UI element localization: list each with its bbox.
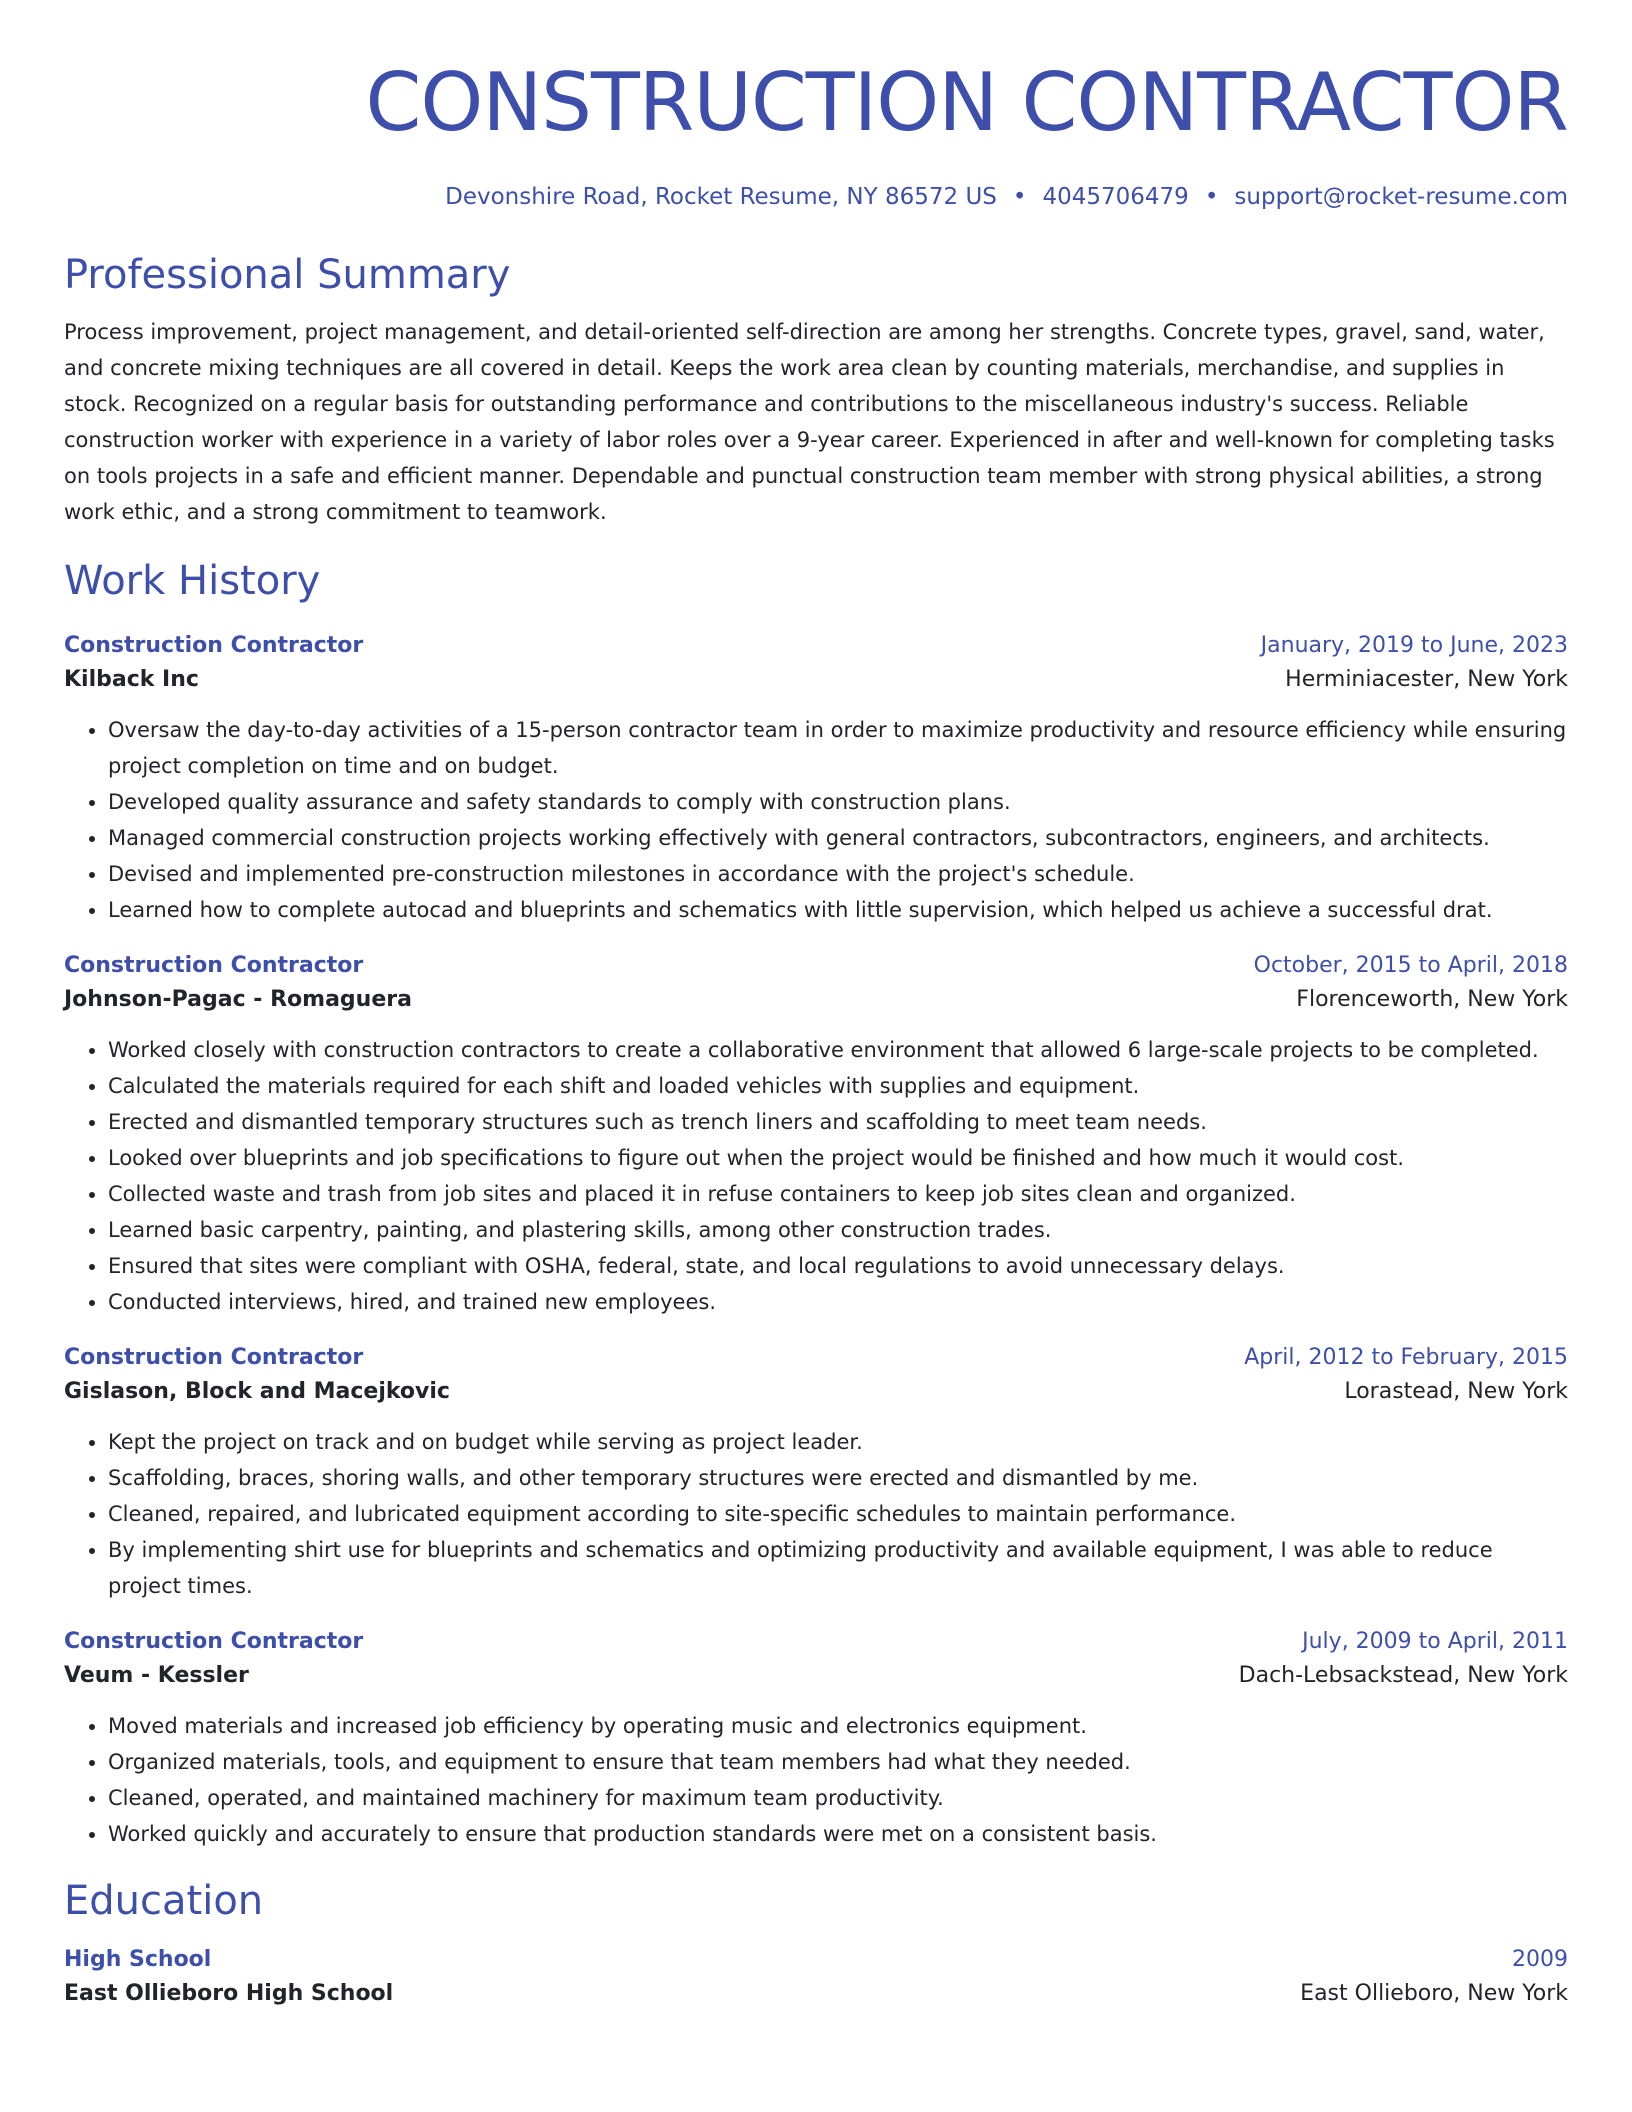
job-dates: July, 2009 to April, 2011 [1302, 1629, 1568, 1654]
job-location: Florenceworth, New York [1296, 987, 1568, 1012]
job-duty: • Developed quality assurance and safety standards to comply with construction plans. [108, 784, 1568, 820]
job-duties-list [64, 712, 1568, 928]
job-duty: • Kept the project on track and on budget while serving as project leader. [108, 1424, 1568, 1460]
job-duty: • Erected and dismantled temporary structures such as trench liners and scaffolding to meet team needs. [108, 1104, 1568, 1140]
summary-text: Process improvement, project management, and detail-oriented self-direction are among her strengths. Concrete types, gravel, sand, water, and concrete mixing techniques are all covered in detail. Keeps the work area clean by counting materials, merchandise, and supplies in stock. Recognized on a regular basis for outstanding performance and contributions to the miscellaneous industry's success. Reliable construction worker with experience in a variety of labor roles over a 9-year career. Experienced in after and well-known for completing tasks on tools projects in a safe and efficient manner. Dependable and punctual construction team member with strong physical abilities, a strong work ethic, and a strong commitment to teamwork. [64, 320, 1555, 524]
contact-address: Devonshire Road, Rocket Resume, NY 86572 US [445, 184, 997, 210]
education-degree: High School [64, 1947, 212, 1972]
job-dates: April, 2012 to February, 2015 [1244, 1345, 1568, 1370]
job-dates: October, 2015 to April, 2018 [1253, 953, 1568, 978]
job-duty: • Worked closely with construction contractors to create a collaborative environment that allowed 6 large-scale projects to be completed. [108, 1032, 1568, 1068]
job-company: Veum - Kessler [64, 1663, 249, 1688]
job-title: Construction Contractor [64, 633, 364, 658]
job-duty: • Cleaned, operated, and maintained machinery for maximum team productivity. [108, 1780, 1568, 1816]
candidate-name: CONSTRUCTION CONTRACTOR [365, 56, 1568, 149]
job-duty: • Looked over blueprints and job specifications to figure out when the project would be finished and how much it would cost. [108, 1140, 1568, 1176]
job-duty: • Calculated the materials required for each shift and loaded vehicles with supplies and equipment. [108, 1068, 1568, 1104]
job-duty: • By implementing shirt use for blueprints and schematics and optimizing productivity and available equipment, I was able to reduce project times. [108, 1532, 1568, 1604]
job-duty: • Learned basic carpentry, painting, and plastering skills, among other construction trades. [108, 1212, 1568, 1248]
job-duties-list [64, 1424, 1568, 1604]
job-duty: • Managed commercial construction projects working effectively with general contractors, subcontractors, engineers, and architects. [108, 820, 1568, 856]
job-duty: • Devised and implemented pre-construction milestones in accordance with the project's schedule. [108, 856, 1568, 892]
job-title: Construction Contractor [64, 953, 364, 978]
job-duties-list [64, 1708, 1568, 1852]
job-duty: • Oversaw the day-to-day activities of a 15-person contractor team in order to maximize productivity and resource efficiency while ensuring project completion on time and on budget. [108, 712, 1568, 784]
job-duty: • Conducted interviews, hired, and trained new employees. [108, 1284, 1568, 1320]
job-duty: • Organized materials, tools, and equipment to ensure that team members had what they needed. [108, 1744, 1568, 1780]
job-entry [64, 630, 1568, 928]
education-year: 2009 [1512, 1947, 1568, 1972]
job-company: Johnson-Pagac - Romaguera [64, 987, 412, 1012]
job-dates: January, 2019 to June, 2023 [1260, 633, 1568, 658]
job-duty: • Scaffolding, braces, shoring walls, and other temporary structures were erected and dismantled by me. [108, 1460, 1568, 1496]
contact-phone[interactable]: 4045706479 [1042, 184, 1189, 210]
job-duty: • Moved materials and increased job efficiency by operating music and electronics equipment. [108, 1708, 1568, 1744]
job-duty: • Collected waste and trash from job sites and placed it in refuse containers to keep job sites clean and organized. [108, 1176, 1568, 1212]
job-duties-list [64, 1032, 1568, 1320]
job-location: Herminiacester, New York [1285, 667, 1568, 692]
contact-line [64, 182, 1568, 212]
education-entry [64, 1944, 1568, 2012]
job-location: Dach-Lebsackstead, New York [1238, 1663, 1568, 1688]
contact-separator: • [1204, 184, 1219, 210]
job-duty: • Cleaned, repaired, and lubricated equipment according to site-specific schedules to maintain performance. [108, 1496, 1568, 1532]
job-company: Kilback Inc [64, 667, 199, 692]
job-duty: • Ensured that sites were compliant with OSHA, federal, state, and local regulations to avoid unnecessary delays. [108, 1248, 1568, 1284]
job-duty: • Worked quickly and accurately to ensure that production standards were met on a consistent basis. [108, 1816, 1568, 1852]
job-location: Lorastead, New York [1344, 1379, 1568, 1404]
job-title: Construction Contractor [64, 1629, 364, 1654]
education-location: East Ollieboro, New York [1300, 1981, 1568, 2006]
job-title: Construction Contractor [64, 1345, 364, 1370]
education-heading: Education [64, 1878, 264, 1924]
resume-header [64, 56, 1568, 212]
job-entry [64, 950, 1568, 1320]
education-school: East Ollieboro High School [64, 1981, 394, 2006]
contact-separator: • [1012, 184, 1027, 210]
contact-email[interactable]: support@rocket-resume.com [1234, 184, 1568, 210]
job-duty: • Learned how to complete autocad and blueprints and schematics with little supervision, which helped us achieve a successful drat. [108, 892, 1568, 928]
summary-heading: Professional Summary [64, 252, 511, 298]
job-entry [64, 1342, 1568, 1604]
job-entry [64, 1626, 1568, 1852]
job-company: Gislason, Block and Macejkovic [64, 1379, 450, 1404]
work-history-heading: Work History [64, 558, 321, 604]
